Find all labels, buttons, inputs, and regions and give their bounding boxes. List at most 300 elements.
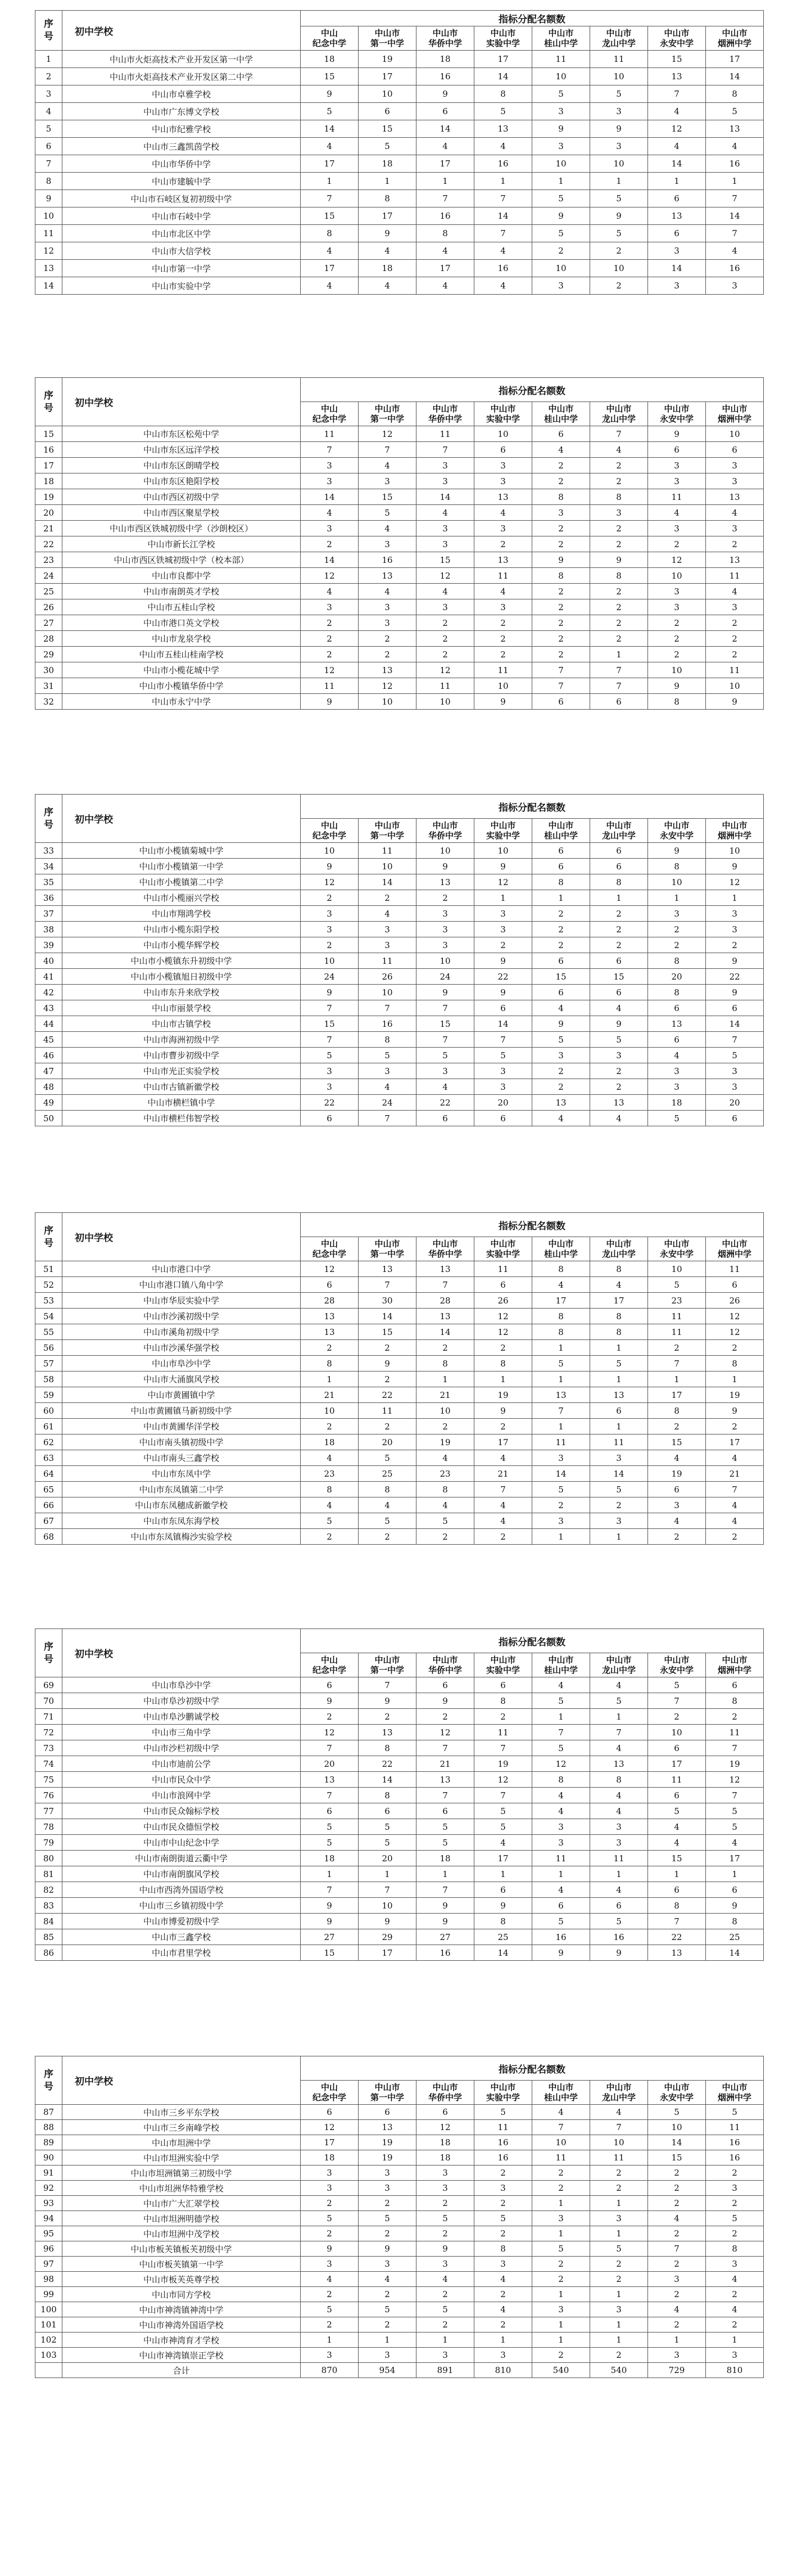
quota-cell: 3 — [474, 1063, 532, 1079]
quota-cell: 3 — [648, 521, 706, 536]
quota-cell: 29 — [359, 1929, 416, 1945]
quota-cell: 14 — [474, 1016, 532, 1032]
target-school-name: 中山市 — [606, 1239, 632, 1249]
total-label: 合计 — [62, 2363, 301, 2378]
quota-cell: 4 — [706, 242, 764, 260]
school-name: 中山市沙溪初级中学 — [62, 1309, 301, 1324]
quota-cell: 2 — [706, 2196, 764, 2211]
quota-cell: 2 — [532, 615, 590, 631]
quota-cell: 2 — [532, 584, 590, 599]
target-school-name: 中山 — [320, 404, 338, 414]
quota-cell: 3 — [532, 103, 590, 120]
quota-cell: 4 — [474, 2272, 532, 2287]
total-blank — [35, 2363, 62, 2378]
school-name: 中山市西区铁城初级中学（校本部） — [62, 552, 301, 568]
quota-cell: 1 — [532, 173, 590, 190]
quota-cell: 3 — [301, 906, 359, 922]
row-number: 63 — [35, 1450, 62, 1466]
quota-cell: 2 — [706, 647, 764, 662]
quota-cell: 8 — [532, 1261, 590, 1277]
table-row — [35, 2272, 764, 2287]
quota-cell: 11 — [648, 489, 706, 505]
quota-cell: 8 — [359, 1482, 416, 1497]
quota-cell: 5 — [301, 1835, 359, 1851]
target-school-name: 第一中学 — [370, 38, 404, 48]
quota-cell: 3 — [359, 599, 416, 615]
row-number: 92 — [35, 2181, 62, 2196]
quota-cell: 4 — [590, 1111, 648, 1126]
quota-cell: 5 — [590, 1356, 648, 1372]
quota-cell: 12 — [416, 662, 474, 678]
header-row — [35, 795, 764, 819]
quota-cell: 2 — [532, 599, 590, 615]
quota-cell: 11 — [474, 1725, 532, 1740]
quota-cell: 8 — [706, 1914, 764, 1929]
allocation-table — [35, 1212, 764, 1545]
target-school-header — [706, 819, 764, 843]
quota-cell: 15 — [359, 489, 416, 505]
quota-cell: 2 — [590, 536, 648, 552]
target-school-name: 中山市 — [432, 404, 458, 414]
quota-cell: 3 — [474, 2257, 532, 2272]
quota-cell: 9 — [648, 426, 706, 442]
target-school-header — [416, 26, 474, 51]
table-row — [35, 426, 764, 442]
target-school-name: 实验中学 — [486, 831, 520, 841]
table-row — [35, 890, 764, 906]
table-block — [35, 10, 763, 295]
quota-cell: 17 — [474, 1851, 532, 1866]
target-school-name: 中山市 — [722, 1239, 748, 1249]
row-number: 83 — [35, 1898, 62, 1914]
quota-cell: 2 — [532, 2348, 590, 2363]
target-school-name: 第一中学 — [370, 1665, 404, 1675]
quota-cell: 2 — [416, 631, 474, 647]
quota-cell: 8 — [648, 1403, 706, 1419]
table-row — [35, 584, 764, 599]
quota-cell: 4 — [474, 1450, 532, 1466]
table-row — [35, 489, 764, 505]
quota-cell: 11 — [532, 51, 590, 68]
quota-cell: 7 — [301, 1032, 359, 1048]
table-row — [35, 1261, 764, 1277]
table-row — [35, 1000, 764, 1016]
quota-cell: 5 — [648, 1803, 706, 1819]
quota-cell: 8 — [590, 1261, 648, 1277]
quota-cell: 3 — [416, 473, 474, 489]
quota-cell: 2 — [301, 631, 359, 647]
quota-cell: 20 — [474, 1095, 532, 1111]
quota-cell: 6 — [648, 1482, 706, 1497]
school-name: 中山市阜沙初级中学 — [62, 1693, 301, 1709]
group-header: 指标分配名额数 — [301, 1629, 764, 1653]
quota-cell: 3 — [301, 2181, 359, 2196]
quota-cell: 2 — [590, 584, 648, 599]
group-header: 指标分配名额数 — [301, 2056, 764, 2081]
table-row — [35, 1709, 764, 1725]
quota-cell: 3 — [359, 2348, 416, 2363]
quota-cell: 18 — [301, 2150, 359, 2166]
quota-cell: 9 — [416, 859, 474, 874]
quota-cell: 2 — [301, 2317, 359, 2333]
quota-cell: 2 — [706, 2226, 764, 2241]
row-number: 5 — [35, 120, 62, 138]
quota-cell: 2 — [474, 2196, 532, 2211]
quota-cell: 10 — [359, 1898, 416, 1914]
quota-cell: 1 — [532, 2287, 590, 2302]
target-school-header — [648, 1653, 706, 1677]
target-school-name: 实验中学 — [486, 414, 520, 424]
target-school-name: 永安中学 — [659, 2092, 694, 2103]
school-name: 中山市民众中学 — [62, 1772, 301, 1788]
quota-cell: 4 — [359, 521, 416, 536]
quota-cell: 3 — [301, 599, 359, 615]
row-number: 38 — [35, 922, 62, 937]
quota-cell: 20 — [706, 1095, 764, 1111]
quota-cell: 24 — [359, 1095, 416, 1111]
target-school-name: 桂山中学 — [544, 831, 578, 841]
target-school-name: 中山市 — [432, 1239, 458, 1249]
quota-cell: 2 — [301, 890, 359, 906]
quota-cell: 10 — [416, 694, 474, 710]
quota-cell: 19 — [474, 1756, 532, 1772]
quota-cell: 8 — [359, 190, 416, 207]
quota-cell: 1 — [301, 2333, 359, 2348]
school-name: 中山市东区朗晴学校 — [62, 458, 301, 473]
table-row — [35, 1111, 764, 1126]
quota-cell: 8 — [474, 1356, 532, 1372]
quota-cell: 7 — [706, 225, 764, 242]
quota-cell: 2 — [301, 615, 359, 631]
quota-cell: 2 — [648, 2166, 706, 2181]
target-school-header — [359, 402, 416, 426]
quota-cell: 1 — [532, 1529, 590, 1545]
quota-cell: 3 — [532, 138, 590, 155]
quota-cell: 2 — [532, 521, 590, 536]
school-header: 初中学校 — [62, 2056, 301, 2105]
quota-cell: 6 — [706, 1000, 764, 1016]
quota-cell: 2 — [590, 2181, 648, 2196]
table-row — [35, 552, 764, 568]
quota-cell: 4 — [590, 1000, 648, 1016]
target-school-header — [590, 1653, 648, 1677]
school-name: 中山市阜沙鹏诚学校 — [62, 1709, 301, 1725]
quota-cell: 7 — [301, 1882, 359, 1898]
target-school-name: 中山市 — [664, 404, 690, 414]
quota-cell: 11 — [706, 1725, 764, 1740]
row-number: 45 — [35, 1032, 62, 1048]
quota-cell: 13 — [706, 120, 764, 138]
quota-cell: 2 — [532, 473, 590, 489]
quota-cell: 17 — [474, 51, 532, 68]
quota-cell: 5 — [301, 2211, 359, 2226]
quota-cell: 5 — [474, 2211, 532, 2226]
quota-cell: 3 — [416, 2257, 474, 2272]
quota-cell: 2 — [648, 2287, 706, 2302]
quota-cell: 4 — [648, 2302, 706, 2317]
quota-cell: 6 — [706, 1111, 764, 1126]
quota-cell: 2 — [706, 1529, 764, 1545]
quota-cell: 3 — [416, 536, 474, 552]
table-row — [35, 1434, 764, 1450]
quota-cell: 5 — [706, 2105, 764, 2120]
quota-cell: 6 — [359, 2105, 416, 2120]
quota-cell: 2 — [416, 1529, 474, 1545]
quota-cell: 10 — [648, 874, 706, 890]
quota-cell: 7 — [648, 2241, 706, 2257]
quota-cell: 4 — [706, 1450, 764, 1466]
quota-cell: 16 — [706, 260, 764, 277]
quota-cell: 5 — [416, 1819, 474, 1835]
quota-cell: 4 — [706, 2272, 764, 2287]
quota-cell: 2 — [301, 2287, 359, 2302]
target-school-name: 中山市 — [490, 404, 516, 414]
quota-cell: 1 — [532, 1340, 590, 1356]
quota-cell: 6 — [301, 1803, 359, 1819]
quota-cell: 3 — [301, 2257, 359, 2272]
quota-cell: 15 — [301, 207, 359, 225]
table-row — [35, 1095, 764, 1111]
quota-cell: 8 — [532, 1772, 590, 1788]
target-school-name: 实验中学 — [486, 2092, 520, 2103]
quota-cell: 14 — [590, 1466, 648, 1482]
quota-cell: 4 — [590, 442, 648, 458]
table-row — [35, 2287, 764, 2302]
quota-cell: 2 — [648, 631, 706, 647]
quota-cell: 13 — [301, 1309, 359, 1324]
row-number: 65 — [35, 1482, 62, 1497]
quota-cell: 8 — [648, 953, 706, 969]
header-row — [35, 2056, 764, 2081]
quota-cell: 9 — [359, 1693, 416, 1709]
quota-cell: 14 — [532, 1466, 590, 1482]
quota-cell: 10 — [474, 426, 532, 442]
quota-cell: 4 — [416, 2272, 474, 2287]
table-row — [35, 1945, 764, 1961]
quota-cell: 5 — [590, 1914, 648, 1929]
quota-cell: 11 — [532, 1434, 590, 1450]
target-school-header — [359, 2081, 416, 2105]
table-row — [35, 138, 764, 155]
quota-cell: 10 — [590, 68, 648, 85]
quota-cell: 26 — [359, 969, 416, 985]
quota-cell: 6 — [590, 1898, 648, 1914]
quota-cell: 28 — [416, 1293, 474, 1309]
quota-cell: 2 — [590, 277, 648, 295]
quota-cell: 11 — [590, 1434, 648, 1450]
quota-cell: 4 — [474, 1835, 532, 1851]
row-number: 1 — [35, 51, 62, 68]
target-school-name: 龙山中学 — [601, 2092, 636, 2103]
quota-cell: 8 — [416, 1356, 474, 1372]
quota-cell: 6 — [590, 953, 648, 969]
row-number: 78 — [35, 1819, 62, 1835]
target-school-name: 实验中学 — [486, 1665, 520, 1675]
row-number: 13 — [35, 260, 62, 277]
table-row — [35, 694, 764, 710]
row-number: 10 — [35, 207, 62, 225]
quota-cell: 9 — [532, 120, 590, 138]
school-name: 中山市东凤穗成新徽学校 — [62, 1497, 301, 1513]
quota-cell: 14 — [359, 874, 416, 890]
quota-cell: 9 — [590, 1945, 648, 1961]
quota-cell: 13 — [648, 1945, 706, 1961]
table-row — [35, 2302, 764, 2317]
school-name: 中山市小榄花城中学 — [62, 662, 301, 678]
school-name: 中山市港口中学 — [62, 1261, 301, 1277]
seq-header — [35, 378, 62, 426]
school-name: 中山市南朗街道云衢中学 — [62, 1851, 301, 1866]
quota-cell: 2 — [706, 1709, 764, 1725]
quota-cell: 9 — [416, 985, 474, 1000]
school-name: 中山市三乡镇初级中学 — [62, 1898, 301, 1914]
table-block — [35, 794, 763, 1126]
school-name: 中山市君里学校 — [62, 1945, 301, 1961]
quota-cell: 11 — [706, 662, 764, 678]
total-cell: 729 — [648, 2363, 706, 2378]
quota-cell: 3 — [648, 458, 706, 473]
table-row — [35, 2105, 764, 2120]
quota-cell: 1 — [474, 1866, 532, 1882]
school-name: 中山市小榄东阳学校 — [62, 922, 301, 937]
row-number: 71 — [35, 1709, 62, 1725]
table-row — [35, 68, 764, 85]
quota-cell: 2 — [359, 2196, 416, 2211]
quota-cell: 15 — [301, 68, 359, 85]
quota-cell: 3 — [301, 473, 359, 489]
quota-cell: 17 — [648, 1387, 706, 1403]
school-name: 中山市西湾外国语学校 — [62, 1882, 301, 1898]
quota-cell: 9 — [706, 694, 764, 710]
quota-cell: 26 — [474, 1293, 532, 1309]
seq-header-text: 序号 — [44, 1641, 53, 1665]
target-school-header — [474, 402, 532, 426]
quota-cell: 12 — [648, 552, 706, 568]
quota-cell: 2 — [648, 1529, 706, 1545]
target-school-name: 中山市 — [490, 1239, 516, 1249]
table-row — [35, 922, 764, 937]
quota-cell: 4 — [706, 1513, 764, 1529]
quota-cell: 2 — [648, 1419, 706, 1434]
quota-cell: 9 — [532, 207, 590, 225]
target-school-header — [590, 819, 648, 843]
quota-cell: 5 — [532, 225, 590, 242]
quota-cell: 10 — [416, 843, 474, 859]
quota-cell: 19 — [648, 1466, 706, 1482]
quota-cell: 8 — [416, 225, 474, 242]
table-row — [35, 1513, 764, 1529]
quota-cell: 8 — [474, 1914, 532, 1929]
quota-cell: 21 — [416, 1387, 474, 1403]
table-row — [35, 985, 764, 1000]
row-number: 53 — [35, 1293, 62, 1309]
quota-cell: 1 — [590, 890, 648, 906]
quota-cell: 2 — [474, 2166, 532, 2181]
quota-cell: 2 — [706, 615, 764, 631]
target-school-name: 华侨中学 — [428, 414, 462, 424]
row-number: 24 — [35, 568, 62, 584]
quota-cell: 11 — [301, 426, 359, 442]
quota-cell: 2 — [359, 631, 416, 647]
quota-cell: 7 — [590, 2120, 648, 2135]
quota-cell: 3 — [648, 242, 706, 260]
quota-cell: 4 — [416, 505, 474, 521]
quota-cell: 2 — [474, 631, 532, 647]
quota-cell: 14 — [706, 68, 764, 85]
quota-cell: 7 — [590, 426, 648, 442]
table-row — [35, 85, 764, 103]
quota-cell: 2 — [706, 937, 764, 953]
row-number: 102 — [35, 2333, 62, 2348]
quota-cell: 12 — [706, 1309, 764, 1324]
target-school-name: 中山 — [320, 2082, 338, 2092]
quota-cell: 2 — [301, 647, 359, 662]
quota-cell: 1 — [474, 1372, 532, 1387]
quota-cell: 2 — [590, 599, 648, 615]
target-school-header — [648, 26, 706, 51]
quota-cell: 13 — [416, 1309, 474, 1324]
quota-cell: 5 — [301, 1048, 359, 1063]
target-school-name: 中山市 — [490, 1655, 516, 1665]
target-school-name: 中山市 — [664, 1655, 690, 1665]
quota-cell: 5 — [590, 225, 648, 242]
target-school-name: 中山市 — [722, 820, 748, 831]
quota-cell: 9 — [474, 1403, 532, 1419]
quota-cell: 6 — [648, 442, 706, 458]
quota-cell: 2 — [416, 2317, 474, 2333]
table-row — [35, 207, 764, 225]
row-number: 77 — [35, 1803, 62, 1819]
target-school-name: 中山市 — [374, 820, 400, 831]
quota-cell: 2 — [590, 2166, 648, 2181]
quota-cell: 16 — [416, 1945, 474, 1961]
quota-cell: 2 — [590, 242, 648, 260]
quota-cell: 3 — [706, 1063, 764, 1079]
quota-cell: 6 — [532, 859, 590, 874]
quota-cell: 2 — [301, 1340, 359, 1356]
quota-cell: 3 — [706, 906, 764, 922]
quota-cell: 14 — [706, 207, 764, 225]
quota-cell: 15 — [301, 1945, 359, 1961]
quota-cell: 2 — [590, 458, 648, 473]
quota-cell: 5 — [474, 103, 532, 120]
school-name: 中山市西区铁城初级中学（沙朗校区） — [62, 521, 301, 536]
quota-cell: 1 — [590, 1372, 648, 1387]
quota-cell: 5 — [590, 2241, 648, 2257]
quota-cell: 2 — [474, 536, 532, 552]
seq-header-text: 序号 — [44, 1225, 53, 1249]
row-number: 93 — [35, 2196, 62, 2211]
school-name: 中山市西区初级中学 — [62, 489, 301, 505]
table-block — [35, 2056, 763, 2378]
quota-cell: 3 — [532, 1513, 590, 1529]
quota-cell: 3 — [648, 1497, 706, 1513]
quota-cell: 14 — [648, 2135, 706, 2150]
quota-cell: 1 — [532, 2333, 590, 2348]
quota-cell: 12 — [706, 1772, 764, 1788]
quota-cell: 3 — [301, 922, 359, 937]
table-row — [35, 120, 764, 138]
target-school-name: 永安中学 — [659, 414, 694, 424]
school-name: 中山市大涌旗风学校 — [62, 1372, 301, 1387]
row-number: 8 — [35, 173, 62, 190]
target-school-name: 中山市 — [548, 2082, 574, 2092]
target-school-header — [301, 2081, 359, 2105]
quota-cell: 10 — [474, 678, 532, 694]
quota-cell: 2 — [590, 922, 648, 937]
quota-cell: 2 — [648, 1709, 706, 1725]
quota-cell: 5 — [590, 85, 648, 103]
